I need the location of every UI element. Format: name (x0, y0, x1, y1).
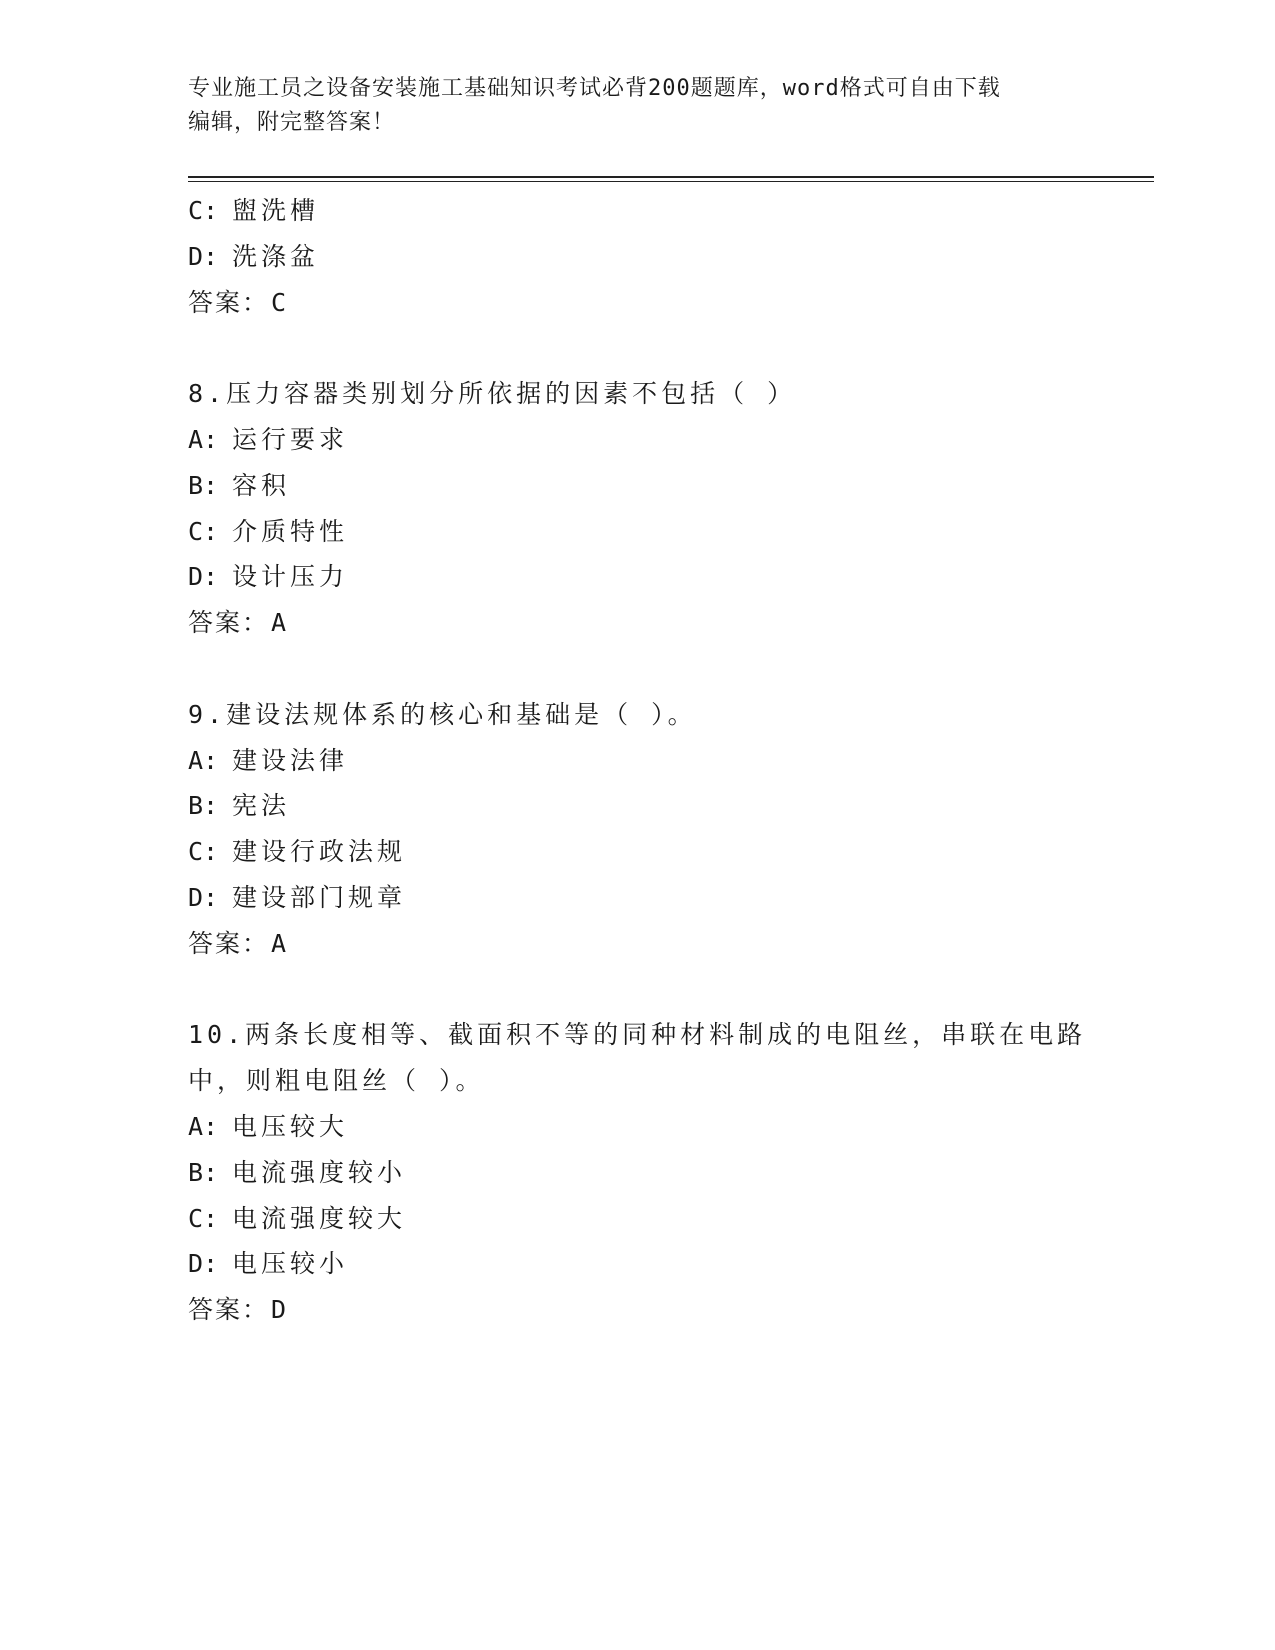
answer-line (188, 600, 1088, 646)
option-letter: C: (188, 1203, 219, 1233)
option-text: 电压较大 (232, 1111, 349, 1141)
option-letter: A: (188, 1111, 219, 1141)
option-letter: B: (188, 1157, 219, 1187)
option-letter: C: (188, 516, 219, 546)
option-a (188, 417, 1088, 463)
option-c (188, 188, 1088, 234)
option-b (188, 1150, 1088, 1196)
option-d (188, 234, 1088, 280)
question-stem: 8.压力容器类别划分所依据的因素不包括（ ） (188, 379, 797, 409)
option-text: 电流强度较小 (232, 1157, 407, 1187)
option-letter: C: (188, 837, 219, 867)
option-text: 运行要求 (232, 424, 349, 454)
answer-value: D (271, 1295, 289, 1325)
answer-line (188, 921, 1088, 967)
header-title-line-1: 专业施工员之设备安装施工基础知识考试必背200题题库，word格式可自由下载 (188, 76, 1001, 101)
question-8 (188, 371, 1088, 646)
document-header (188, 72, 1088, 140)
option-c (188, 1196, 1088, 1242)
question-spacer (188, 967, 1088, 1013)
question-10 (188, 1012, 1088, 1333)
option-b (188, 783, 1088, 829)
option-d (188, 554, 1088, 600)
option-text: 盥洗槽 (232, 196, 320, 225)
question-spacer (188, 325, 1088, 371)
answer-value: C (271, 287, 289, 317)
option-text: 洗涤盆 (232, 241, 320, 271)
option-a (188, 1104, 1088, 1150)
option-text: 建设法律 (232, 745, 349, 775)
partial-question (188, 188, 1088, 325)
question-stem-line-1: 10.两条长度相等、截面积不等的同种材料制成的电阻丝，串联在电路 (188, 1020, 1087, 1050)
option-text: 设计压力 (232, 562, 349, 592)
option-d (188, 1241, 1088, 1287)
option-text: 建设行政法规 (232, 837, 407, 867)
answer-value: A (271, 608, 289, 638)
option-letter: A: (188, 424, 219, 454)
option-d (188, 875, 1088, 921)
question-spacer (188, 646, 1088, 692)
option-letter: B: (188, 470, 219, 500)
option-letter: D: (188, 241, 219, 271)
answer-label: 答案： (188, 608, 270, 638)
option-text: 宪法 (232, 791, 291, 821)
option-text: 建设部门规章 (232, 882, 407, 912)
answer-label: 答案： (188, 928, 270, 958)
option-text: 容积 (232, 470, 291, 500)
question-stem-line-2: 中，则粗电阻丝（ ）。 (188, 1066, 485, 1096)
option-c (188, 829, 1088, 875)
option-b (188, 463, 1088, 509)
option-text: 电流强度较大 (232, 1203, 407, 1233)
question-stem: 9.建设法规体系的核心和基础是（ ）。 (188, 699, 697, 729)
option-letter: D: (188, 882, 219, 912)
option-a (188, 738, 1088, 784)
option-letter: B: (188, 791, 219, 821)
question-list (188, 188, 1088, 1333)
header-divider-thin (188, 181, 1154, 182)
header-title-line-2: 编辑，附完整答案！ (188, 110, 396, 135)
answer-label: 答案： (188, 1295, 270, 1325)
option-letter: D: (188, 562, 219, 592)
answer-value: A (271, 928, 289, 958)
option-letter: D: (188, 1249, 219, 1279)
option-letter: C: (188, 196, 219, 225)
option-text: 介质特性 (232, 516, 349, 546)
question-9 (188, 692, 1088, 967)
answer-line (188, 280, 1088, 326)
answer-label: 答案： (188, 287, 270, 317)
option-text: 电压较小 (232, 1249, 349, 1279)
option-c (188, 509, 1088, 555)
header-divider-thick (188, 176, 1154, 178)
option-letter: A: (188, 745, 219, 775)
answer-line (188, 1287, 1088, 1333)
